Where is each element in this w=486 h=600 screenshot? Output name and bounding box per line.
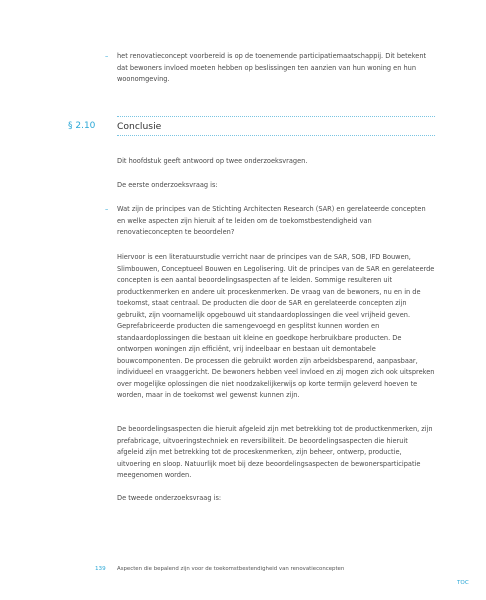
- list-dash: –: [105, 205, 109, 213]
- first-question-text: Wat zijn de principes van de Stichting Architecten Research (SAR) en gerelateerde concepten en welke aspecten zijn hieruit af te leiden om de toekomstbestendigheid van renovatieconcepten te beoordelen?: [117, 205, 426, 236]
- body-paragraph-2: De beoordelingsaspecten die hieruit afgeleid zijn met betrekking tot de productkenmerken, zijn prefabricage, uitvoeringstechniek en reversibiliteit. De beoordelingsaspecten die hieruit afgeleid zijn met betrekking tot de proceskenmerken, zijn beheer, ontwerp, productie, uitvoering en sloop. Natuurlijk moet bij deze beoordelingsaspecten de bewonersparticipatie meegenomen worden.: [117, 425, 433, 479]
- first-question-label: De eerste onderzoeksvraag is:: [117, 181, 218, 189]
- top-bullet-text: het renovatieconcept voorbereid is op de toenemende participatiemaatschappij. Dit betekent dat bewoners invloed moeten hebben op beslissingen ten aanzien van hun woning en hun woonomgeving.: [117, 52, 427, 83]
- intro-paragraph: Dit hoofdstuk geeft antwoord op twee onderzoeksvragen.: [117, 157, 308, 165]
- section-rule-bottom: [117, 135, 435, 136]
- body-paragraph-1: Hiervoor is een literatuurstudie verricht naar de principes van de SAR, SOB, IFD Bouwen, Slimbouwen, Conceptueel Bouwen en Legolisering. Uit de principes van de SAR en gerelateerde concepten is een aantal beoordelingsaspecten af te leiden. Sommige resulteren uit productkenmerken en andere uit proceskenmerken. De vraag van de bewoners, nu en in de toekomst, staat centraal. De producten die door de SAR en gerelateerde concepten zijn gebruikt, zijn voornamelijk opgebouwd uit standaardoplossingen die veel vrijheid geven. Geprefabriceerde producten die samengevoegd en gesplitst kunnen worden en standaardoplossingen die bestaan uit kleine en goedkope herbruikbare producten. De ontworpen woningen zijn efficiënt, vrij indeelbaar en bestaan uit demontabele bouwcomponenten. De processen die gebruikt worden zijn arbeidsbesparend, aanpasbaar, individueel en vraaggericht. De bewoners hebben veel invloed en zij mogen zich ook uitspreken over mogelijke oplossingen die niet noodzakelijkerwijs op korte termijn geleverd hoeven te worden, maar in de toekomst wel gewenst kunnen zijn.: [117, 253, 435, 399]
- section-rule-top: [117, 116, 435, 117]
- section-title: Conclusie: [117, 121, 162, 132]
- running-title: Aspecten die bepalend zijn voor de toekomstbestendigheid van renovatieconcepten: [117, 566, 345, 572]
- list-dash: –: [105, 52, 109, 60]
- section-number: § 2.10: [68, 121, 96, 131]
- toc-link[interactable]: TOC: [457, 580, 469, 586]
- page-number: 139: [95, 566, 106, 572]
- second-question-label: De tweede onderzoeksvraag is:: [117, 494, 222, 502]
